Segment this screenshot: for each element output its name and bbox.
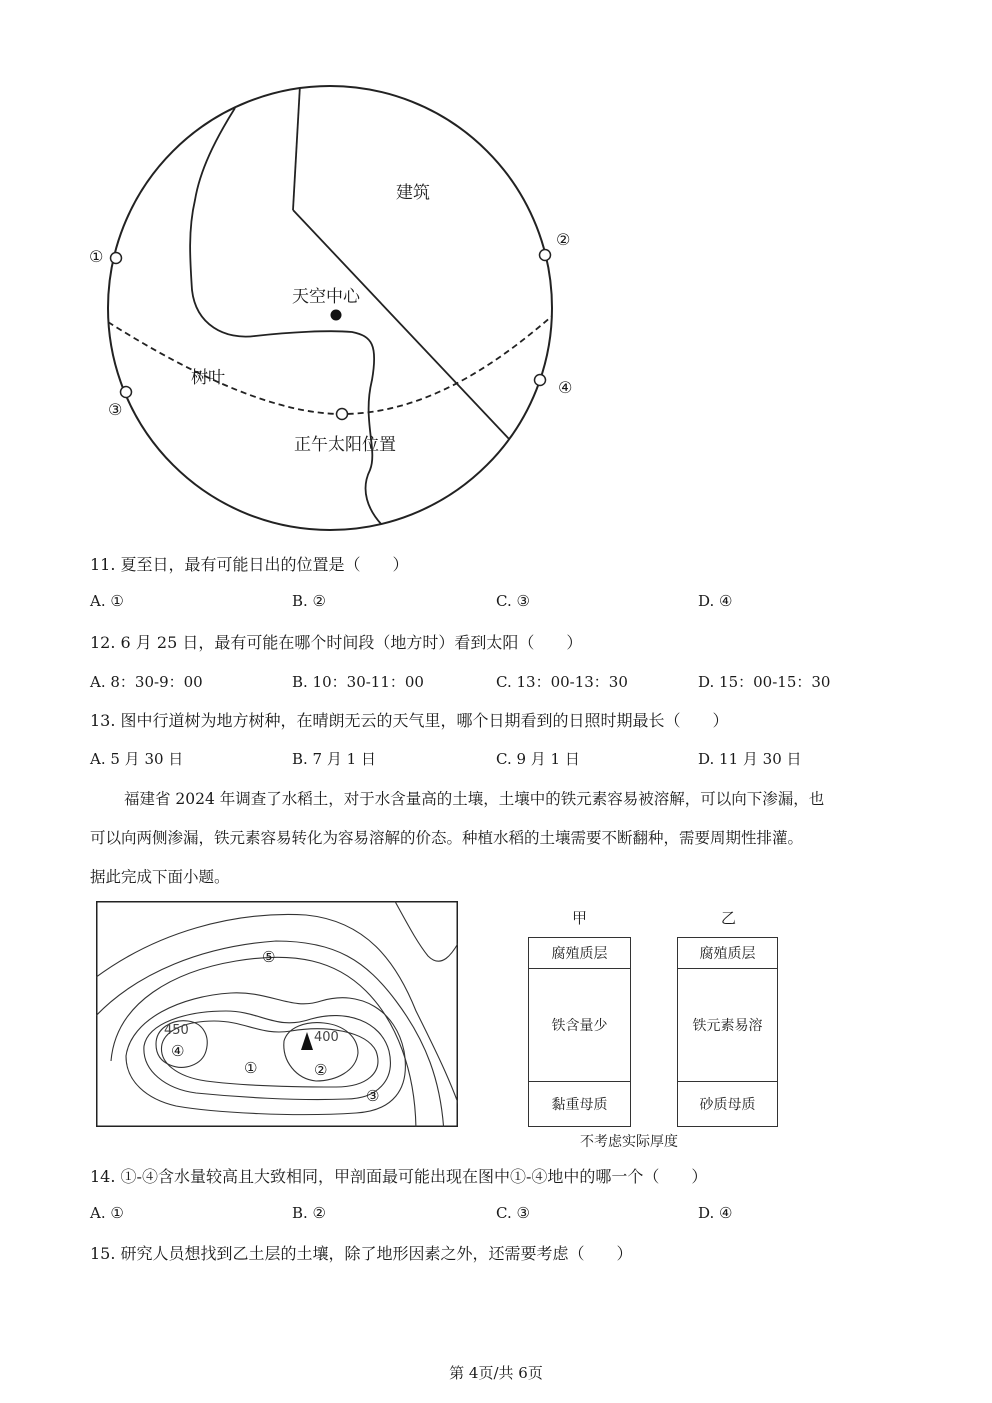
page-footer: 第 4页/共 6页 [449, 1364, 543, 1382]
question-11-stem: 11. 夏至日，最有可能日出的位置是（ ） [90, 555, 409, 574]
label-building: 建筑 [396, 183, 430, 203]
profile-note: 不考虑实际厚度 [580, 1134, 678, 1150]
question-13-stem: 13. 图中行道树为地方树种，在晴朗无云的天气里，哪个日期看到的日照时期最长（ ） [90, 711, 729, 730]
question-14-option-b[interactable]: B. ② [292, 1204, 327, 1222]
question-13-option-c[interactable]: C. 9 月 1 日 [496, 750, 580, 768]
question-11-option-c[interactable]: C. ③ [496, 592, 530, 610]
map-label-3: ③ [366, 1087, 380, 1105]
question-11-option-d[interactable]: D. ④ [698, 592, 733, 610]
contour-map [96, 901, 458, 1127]
position-marker-2 [540, 250, 551, 261]
position-marker-1 [111, 253, 122, 264]
profile-jia-layer-3: 黏重母质 [551, 1096, 608, 1113]
label-position-2: ② [556, 230, 571, 249]
position-marker-3 [121, 387, 132, 398]
passage-line-3: 据此完成下面小题。 [90, 868, 230, 886]
question-14-option-c[interactable]: C. ③ [496, 1204, 530, 1222]
map-label-1: ① [244, 1059, 258, 1077]
label-position-3: ③ [108, 400, 123, 419]
question-14-stem: 14. ①-④含水量较高且大致相同，甲剖面最可能出现在图中①-④地中的哪一个（ ） [90, 1167, 708, 1186]
question-12-option-d[interactable]: D. 15：00-15：30 [698, 673, 831, 691]
profile-yi-title: 乙 [721, 909, 737, 927]
map-label-2: ② [314, 1061, 328, 1079]
question-14-option-a[interactable]: A. ① [90, 1204, 124, 1222]
profile-yi [677, 937, 778, 1127]
profile-jia-layer-1: 腐殖质层 [551, 946, 608, 962]
label-position-1: ① [89, 247, 104, 266]
question-15-stem: 15. 研究人员想找到乙土层的土壤，除了地形因素之外，还需要考虑（ ） [90, 1244, 633, 1263]
position-marker-4 [535, 375, 546, 386]
building-edge-vertical [293, 85, 300, 210]
profile-yi-layer-3: 砂质母质 [699, 1096, 756, 1113]
map-label-5: ⑤ [262, 948, 276, 966]
label-leaves: 树叶 [191, 368, 225, 388]
label-sky-center: 天空中心 [292, 287, 360, 307]
map-elevation-400: 400 [314, 1030, 339, 1045]
question-13-option-b[interactable]: B. 7 月 1 日 [292, 750, 376, 768]
sky-center-dot [331, 310, 342, 321]
passage-line-1: 福建省 2024 年调查了水稻土，对于水含量高的土壤，土壤中的铁元素容易被溶解，可以向下渗漏，也 [124, 790, 825, 808]
question-13-option-d[interactable]: D. 11 月 30 日 [698, 750, 802, 768]
question-12-option-a[interactable]: A. 8：30-9：00 [90, 673, 203, 691]
question-11-option-a[interactable]: A. ① [90, 592, 124, 610]
profile-yi-layer-2: 铁元素易溶 [692, 1017, 763, 1034]
question-14-option-d[interactable]: D. ④ [698, 1204, 733, 1222]
question-12-option-b[interactable]: B. 10：30-11：00 [292, 673, 424, 691]
map-elevation-450: 450 [164, 1023, 189, 1038]
question-12-option-c[interactable]: C. 13：00-13：30 [496, 673, 628, 691]
map-label-4: ④ [171, 1042, 185, 1060]
question-11-option-b[interactable]: B. ② [292, 592, 327, 610]
profile-jia [528, 937, 631, 1127]
noon-sun-marker [337, 409, 348, 420]
tree-outline [190, 108, 382, 525]
sky-diagram [85, 85, 565, 535]
profile-yi-layer-1: 腐殖质层 [699, 946, 756, 962]
question-13-option-a[interactable]: A. 5 月 30 日 [90, 750, 184, 768]
profile-jia-title: 甲 [572, 909, 588, 927]
passage-line-2: 可以向两侧渗漏，铁元素容易转化为容易溶解的价态。种植水稻的土壤需要不断翻种，需要周期性排灌。 [90, 829, 804, 847]
question-12-stem: 12. 6 月 25 日，最有可能在哪个时间段（地方时）看到太阳（ ） [90, 633, 583, 652]
label-noon-sun: 正午太阳位置 [294, 435, 396, 455]
sky-circle [108, 86, 552, 530]
profile-jia-layer-2: 铁含量少 [551, 1017, 608, 1034]
label-position-4: ④ [558, 378, 573, 397]
